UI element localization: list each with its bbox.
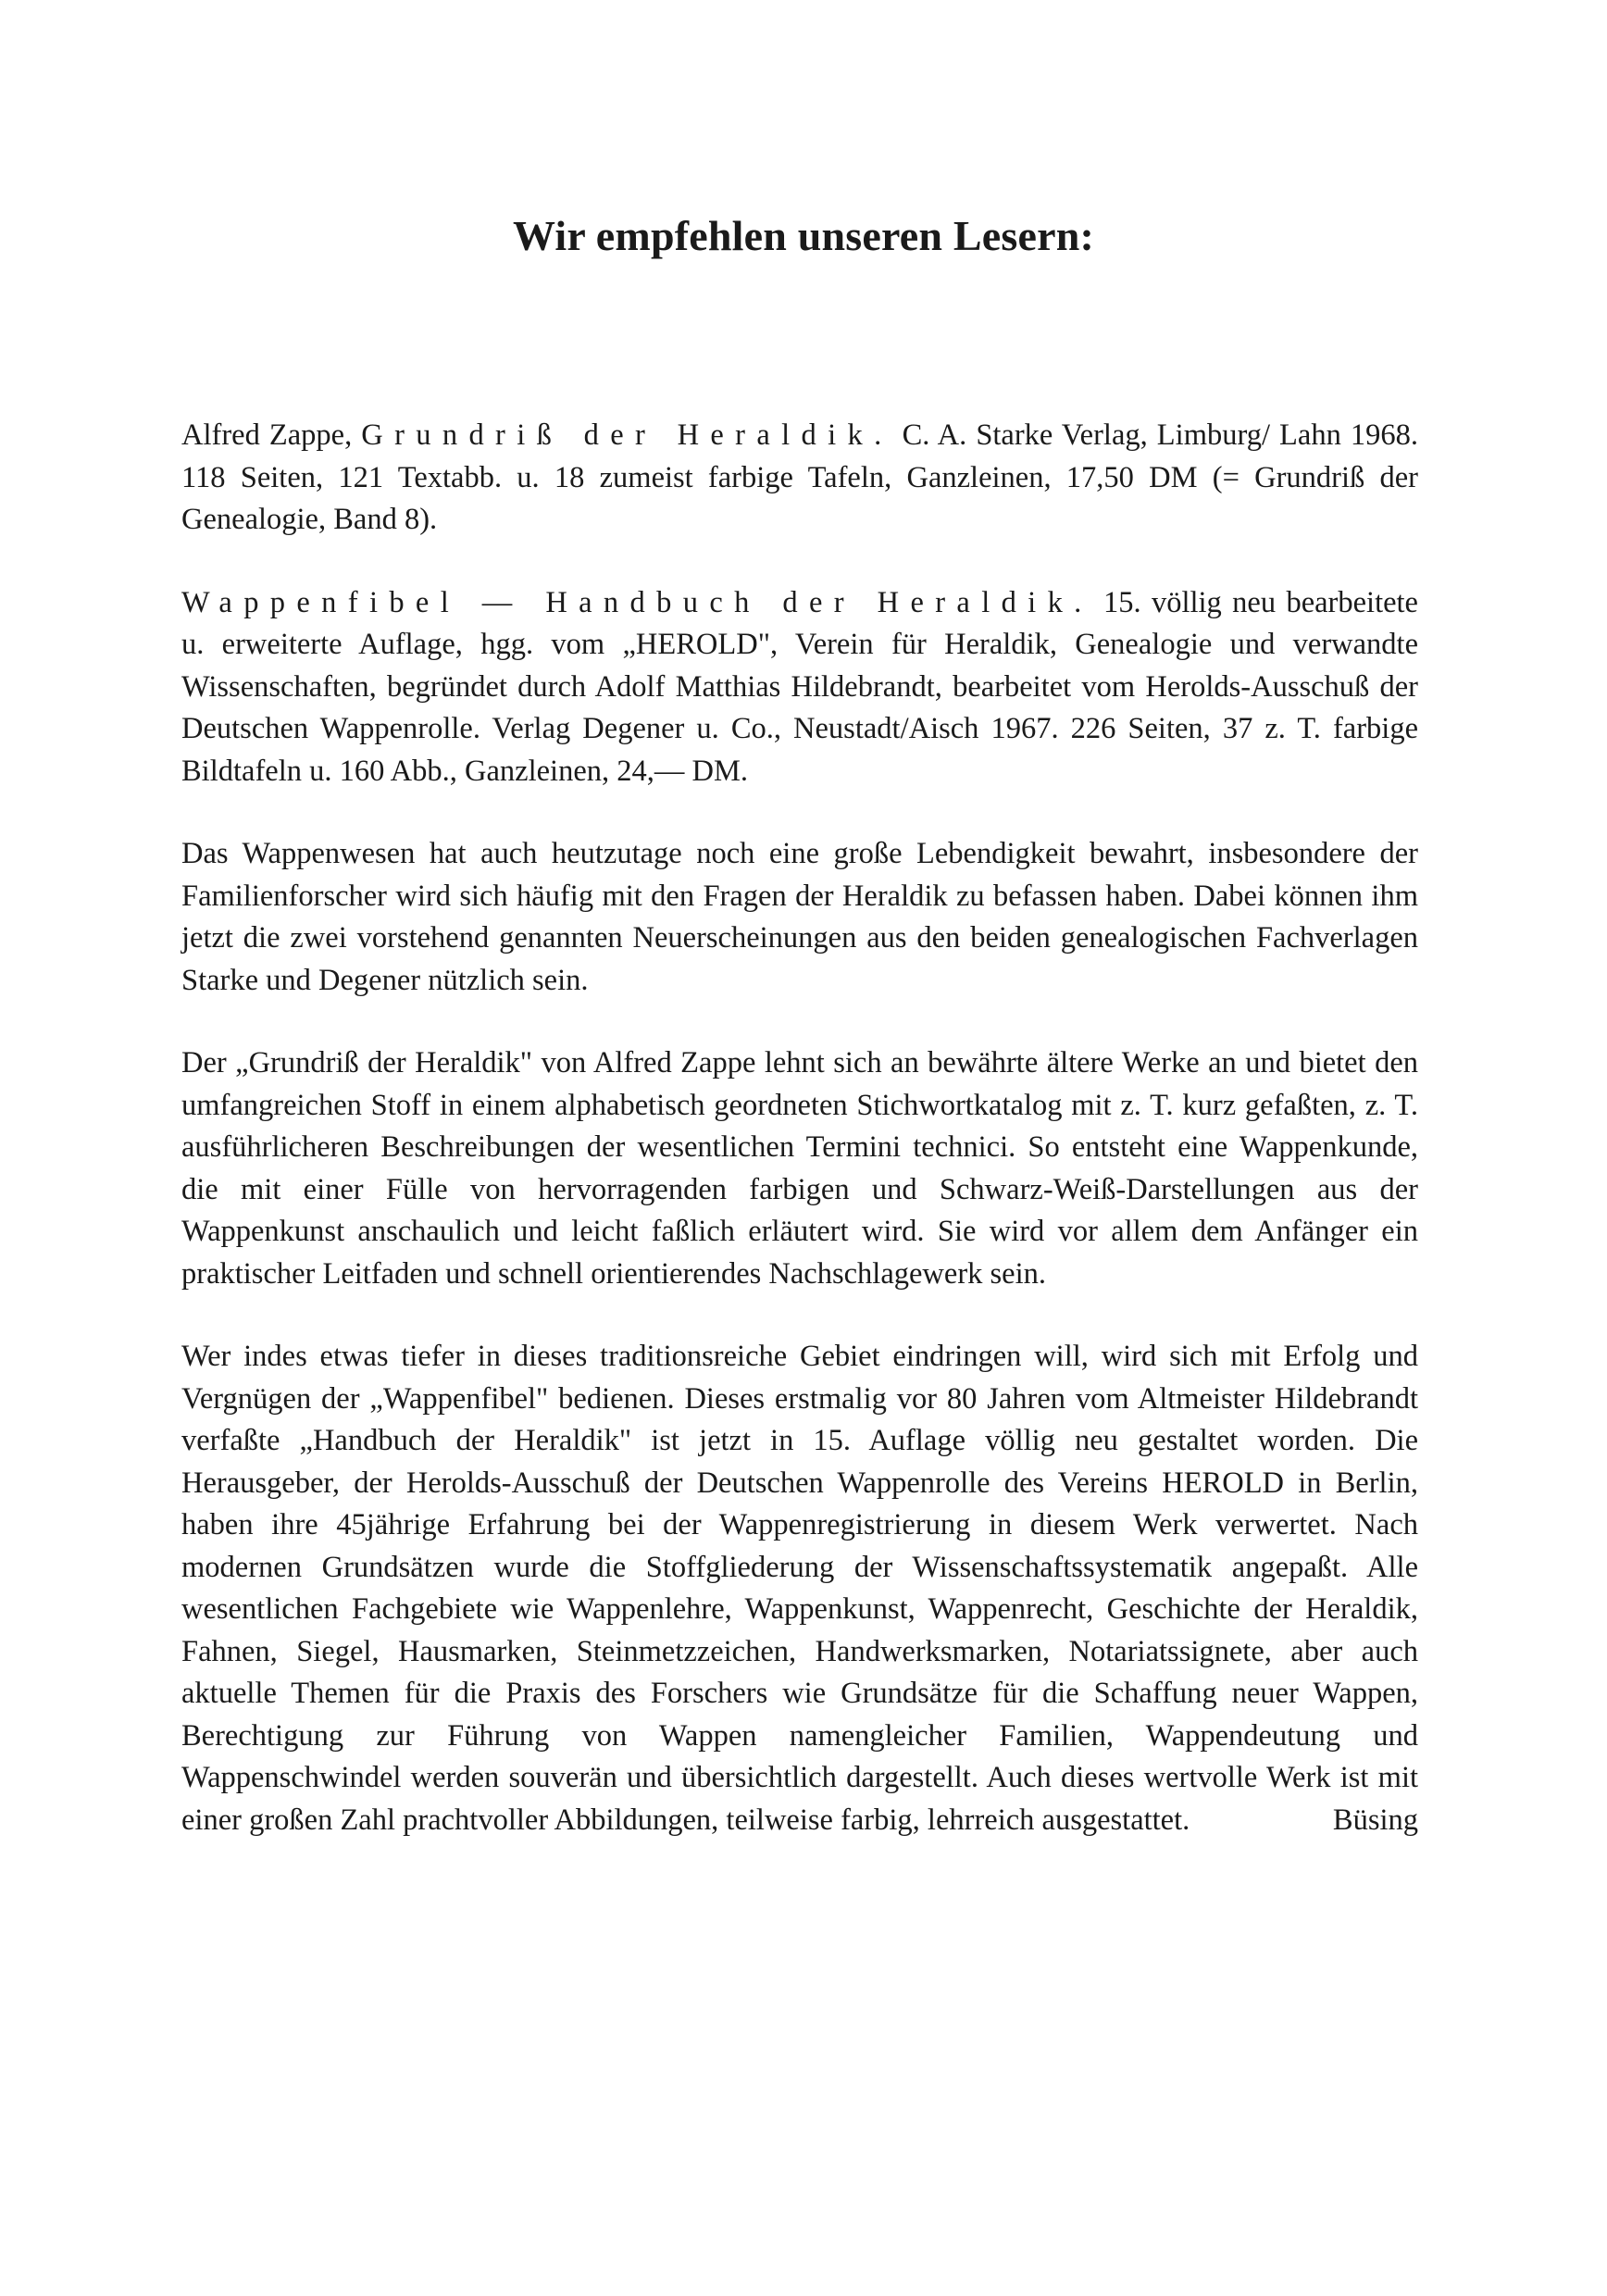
reviewer-signature: Büsing bbox=[1332, 1803, 1418, 1837]
review-paragraph-wappenfibel bbox=[181, 1336, 1418, 1841]
entry-author: Alfred Zappe, bbox=[181, 418, 362, 452]
entry-details: 15. völlig neu bearbeitete u. erweiterte Auflage, hgg. vom „HEROLD", Verein für Heraldik, Genealogie und verwandte Wissenschaften, begründet durch Adolf Matthias Hildebrandt, bearbeitet vom Herolds-Ausschuß der Deutschen Wappenrolle. Verlag Degener u. Co., Neustadt/Aisch 1967. 226 Seiten, 37 z. T. farbige Bildtafeln u. 160 Abb., Ganzleinen, 24,— DM. bbox=[181, 585, 1418, 788]
book-entry-wappenfibel bbox=[181, 582, 1418, 793]
page-heading: Wir empfehlen unseren Lesern: bbox=[512, 212, 1095, 259]
entry-title: Grundriß der Heraldik. bbox=[361, 418, 893, 452]
book-entry-zappe bbox=[181, 415, 1418, 542]
paragraph-text: Wer indes etwas tiefer in dieses traditionsreiche Gebiet eindringen will, wird sich mit Erfolg und Vergnügen der „Wappenfibel" bedienen. Dieses erstmalig vor 80 Jahren vom Altmeister Hildebrandt verfaßte „Handbuch der Heraldik" ist jetzt in 15. Auflage völlig neu gestaltet worden. Die Herausgeber, der Herolds-Ausschuß der Deutschen Wappenrolle des Vereins HEROLD in Berlin, haben ihre 45jährige Erfahrung bei der Wappenregistrierung in diesem Werk verwertet. Nach modernen Grundsätzen wurde die Stoffgliederung der Wissenschaftssystematik angepaßt. Alle wesentlichen Fachgebiete wie Wappenlehre, Wappenkunst, Wappenrecht, Geschichte der Heraldik, Fahnen, Siegel, Hausmarken, Steinmetzzeichen, Handwerksmarken, Notariatssignete, aber auch aktuelle Themen für die Praxis des Forschers wie Grundsätze für die Schaffung neuer Wappen, Berechtigung zur Führung von Wappen namengleicher Familien, Wappendeutung und Wappenschwindel werden souverän und übersichtlich dargestellt. Auch dieses wertvolle Werk ist mit einer großen Zahl prachtvoller Abbildungen, teilweise farbig, lehrreich ausgestattet. bbox=[181, 1340, 1418, 1837]
document-body bbox=[181, 415, 1418, 1882]
entry-title: Wappenfibel — Handbuch der Heraldik. bbox=[181, 585, 1093, 619]
review-paragraph-intro: Das Wappenwesen hat auch heutzutage noch eine große Lebendigkeit bewahrt, insbesondere der Familienforscher wird sich häufig mit den Fragen der Heraldik zu befassen haben. Dabei können ihm jetzt die zwei vorstehend genannten Neuerscheinungen aus den beiden genealogischen Fachverlagen Starke und Degener nützlich sein. bbox=[181, 837, 1418, 997]
entry-details: C. A. Starke Verlag, Limburg/ Lahn 1968. 118 Seiten, 121 Textabb. u. 18 zumeist farbige Tafeln, Ganzleinen, 17,50 DM (= Grundriß der Genealogie, Band 8). bbox=[181, 418, 1418, 536]
review-paragraph-zappe: Der „Grundriß der Heraldik" von Alfred Zappe lehnt sich an bewährte ältere Werke an und bietet den umfangreichen Stoff in einem alphabetisch geordneten Stichwortkatalog mit z. T. kurz gefaßten, z. T. ausführlicheren Beschreibungen der wesentlichen Termini technici. So entsteht eine Wappenkunde, die mit einer Fülle von hervorragenden farbigen und Schwarz-Weiß-Darstellungen aus der Wappenkunst anschaulich und leicht faßlich erläutert wird. Sie wird vor allem dem Anfänger ein praktischer Leitfaden und schnell orientierendes Nachschlagewerk sein. bbox=[181, 1046, 1418, 1291]
